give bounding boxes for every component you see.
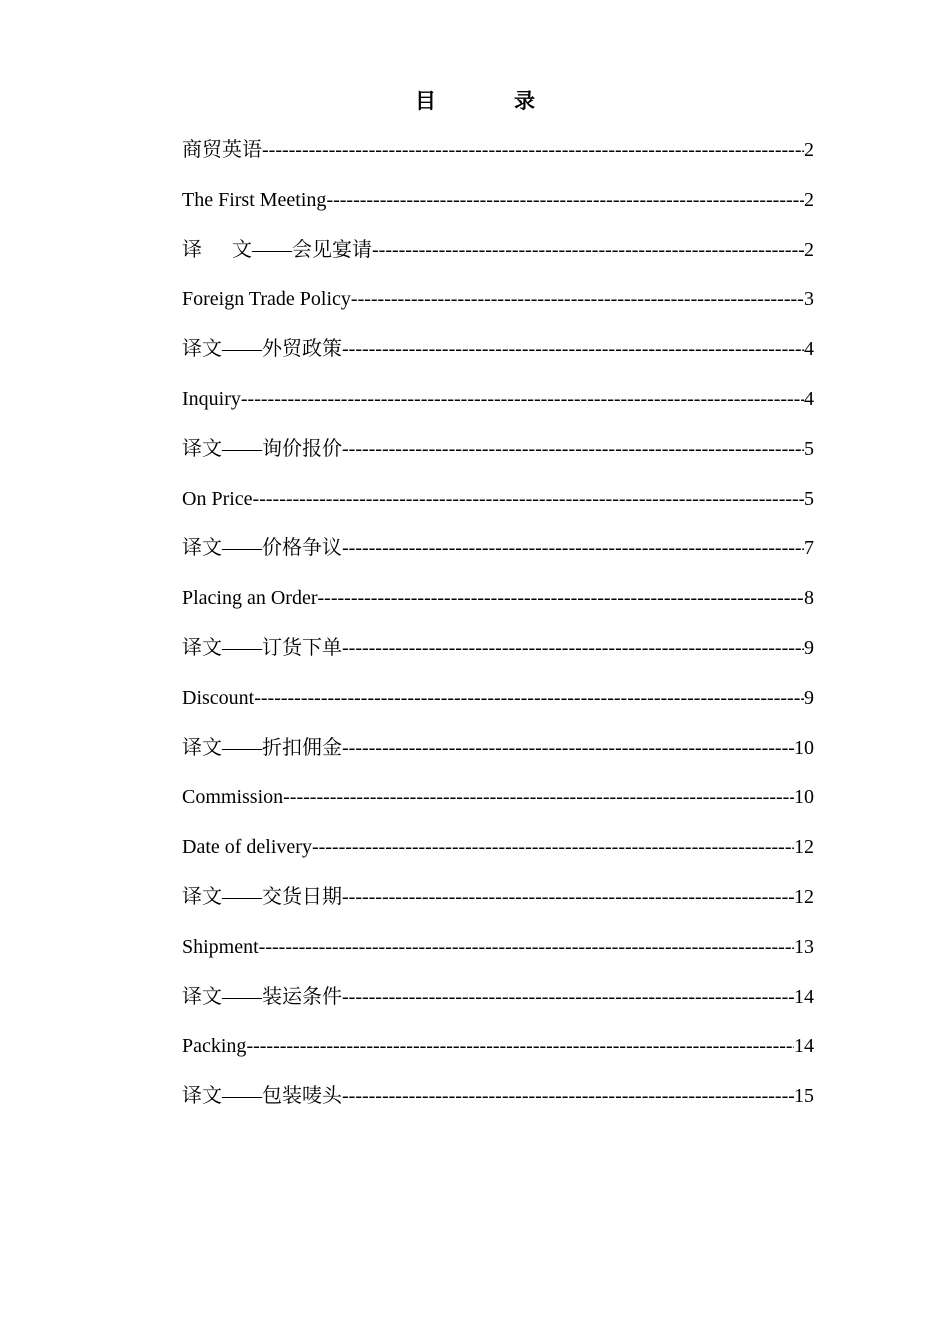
toc-entry-leader [259,931,794,963]
toc-title-char-2: 录 [514,89,535,113]
toc-entry-label: On Price [182,487,253,510]
toc-entry-leader [283,781,794,813]
toc-entry[interactable] [182,682,814,732]
toc-entry-label: 商贸英语 [182,139,262,161]
toc-entry[interactable] [182,383,814,433]
toc-entry-page-number: 4 [804,338,814,361]
toc-entry[interactable] [182,582,814,632]
toc-entry-page-number: 8 [804,587,814,610]
toc-entry-leader [312,831,794,863]
toc-entry[interactable] [182,184,814,234]
toc-entry[interactable] [182,1080,814,1130]
toc-entry-leader [318,582,804,614]
toc-entry-leader [342,532,804,564]
toc-entry-page-number: 7 [804,537,814,560]
toc-title [0,86,950,116]
toc-entry[interactable] [182,831,814,881]
toc-entry-label: 译文——订货下单 [182,636,342,659]
toc-entry-label: Shipment [182,935,259,958]
toc-entry-page-number: 5 [804,437,814,460]
toc-entry-leader [342,732,794,764]
toc-entry-leader [342,433,804,465]
toc-entry-leader [246,1030,794,1062]
toc-entry-label: Inquiry [182,387,241,410]
toc-entry-label: Discount [182,686,255,709]
toc-entry-label: 译文——询价报价 [182,437,342,460]
toc-entry[interactable] [182,931,814,981]
toc-entry-label: 译文——交货日期 [182,885,342,908]
toc-entry-leader [254,682,804,714]
toc-entry[interactable] [182,532,814,582]
toc-entry-page-number: 9 [804,636,814,659]
toc-entry-leader [262,134,804,166]
toc-entry-page-number: 2 [804,188,814,211]
toc-entry[interactable] [182,632,814,682]
toc-entry-leader [342,333,804,365]
toc-entry[interactable] [182,881,814,931]
toc-entry-label: Commission [182,786,284,809]
toc-entry[interactable] [182,283,814,333]
toc-entry-label: 译 文——会见宴请 [182,238,372,261]
toc-entry-leader [253,483,804,515]
toc-entry-leader [351,283,804,315]
toc-entry-label: Date of delivery [182,836,312,859]
toc-entry-label: 译文——价格争议 [182,537,342,560]
toc-entry[interactable] [182,732,814,782]
toc-entry-page-number: 5 [804,487,814,510]
toc-entry-page-number: 13 [794,935,814,958]
toc-title-char-1: 目 [415,89,436,113]
toc-entry-leader [342,981,794,1013]
toc-entry-label: Foreign Trade Policy [182,288,351,311]
toc-entry-page-number: 14 [794,985,814,1008]
toc-entry-page-number: 4 [804,387,814,410]
toc-entry[interactable] [182,1030,814,1080]
toc-entry-page-number: 9 [804,686,814,709]
toc-entry-leader [372,234,804,266]
toc-list [182,134,814,1130]
toc-entry-page-number: 12 [794,836,814,859]
toc-entry-label: Placing an Order [182,587,318,610]
toc-entry[interactable] [182,134,814,184]
toc-entry-page-number: 14 [794,1035,814,1058]
toc-entry[interactable] [182,483,814,533]
toc-entry[interactable] [182,981,814,1031]
toc-entry-label: 译文——装运条件 [182,985,342,1008]
toc-entry-page-number: 2 [804,238,814,261]
toc-entry-page-number: 3 [804,288,814,311]
toc-entry[interactable] [182,433,814,483]
toc-entry-leader [326,184,804,216]
toc-entry-page-number: 2 [804,139,814,161]
toc-entry-label: 译文——外贸政策 [182,338,342,361]
toc-entry-page-number: 15 [794,1085,814,1108]
toc-entry-label: 译文——包装唛头 [182,1085,342,1108]
toc-entry-page-number: 10 [794,736,814,759]
toc-entry-page-number: 10 [794,786,814,809]
toc-entry-label: The First Meeting [182,188,327,211]
toc-entry[interactable] [182,333,814,383]
toc-entry-label: 译文——折扣佣金 [182,736,342,759]
toc-entry-label: Packing [182,1035,247,1058]
toc-entry[interactable] [182,781,814,831]
toc-entry-leader [342,632,804,664]
toc-entry-leader [342,1080,794,1112]
toc-entry-leader [241,383,804,415]
toc-entry-page-number: 12 [794,885,814,908]
toc-entry-leader [342,881,794,913]
toc-entry[interactable] [182,234,814,284]
